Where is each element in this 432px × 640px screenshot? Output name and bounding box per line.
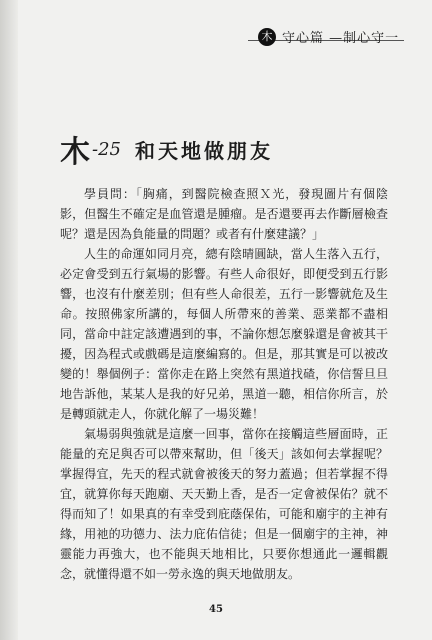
chapter-heading bbox=[60, 127, 380, 170]
header-section-title: 守心篇 —制心守一 bbox=[282, 31, 400, 46]
chapter-number: -25 bbox=[92, 138, 121, 160]
page-gutter-shadow bbox=[0, 0, 18, 640]
chapter-title: 和天地做朋友 bbox=[135, 138, 273, 163]
page-number: 45 bbox=[209, 604, 223, 615]
paragraph-question: 學員問：「胸痛，到醫院檢查照Ｘ光，發現圖片有個陰影，但醫生不確定是血管還是腫瘤。是否還要再去作斷層檢查呢？還是因為負能量的問題？或者有什麼建議？」 bbox=[60, 187, 388, 241]
header-element-badge: 木 bbox=[258, 28, 276, 46]
running-header bbox=[0, 0, 432, 56]
body-text bbox=[60, 184, 388, 584]
paragraph-energy: 氣場弱與強就是這麼一回事，當你在接觸這些層面時，正能量的充足與否可以帶來幫助，但「後天」該如何去掌握呢？掌握得宜，先天的程式就會被後天的努力蓋過；但若掌握不得宜，就算你每天跑廟、天天勤上香，是否一定會被保佑？就不得而知了！如果真的有幸受到庇蔭保佑，可能和廟宇的主神有緣，用祂的功德力、法力庇佑信徒；但是一個廟宇的主神，神靈能力再強大，也不能與天地相比，只要你想通此一邏輯觀念，就懂得還不如一勞永逸的與天地做朋友。 bbox=[60, 427, 388, 581]
chapter-element-char: 木 bbox=[60, 135, 90, 170]
paragraph-fate: 人生的命運如同月亮，總有陰晴圓缺，當人生落入五行，必定會受到五行氣場的影響。有些人命很好，即便受到五行影響，也沒有什麼差別；但有些人命很差，五行一影響就危及生命。按照佛家所講的，每個人所帶來的善業、惡業都不盡相同，當命中註定該遭遇到的事，不論你想怎麼躲還是會被其干擾，因為程式或戲碼是這麼編寫的。但是，那其實是可以被改變的！舉個例子：當你走在路上突然有黑道找碴，你信誓旦旦地告訴他，某某人是我的好兄弟，黑道一聽，相信你所言，於是轉頭就走人，你就化解了一場災難！ bbox=[60, 247, 388, 421]
